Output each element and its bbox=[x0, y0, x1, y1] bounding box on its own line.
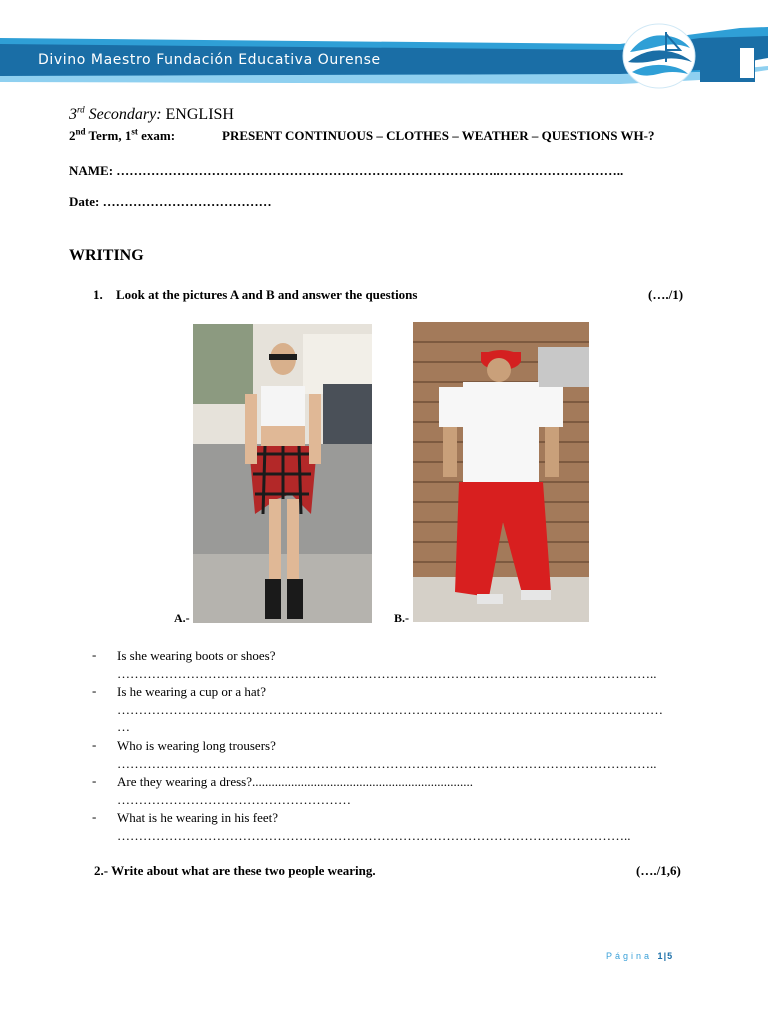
level-num: 3 bbox=[69, 106, 77, 123]
page-separator: | bbox=[663, 951, 668, 961]
school-name: Divino Maestro Fundación Educativa Ourense bbox=[38, 52, 381, 68]
name-dots: ……………………………………………………………………………..……………………….. bbox=[116, 163, 624, 178]
man-in-red-trousers-photo-icon bbox=[413, 322, 589, 622]
answer-line-3[interactable]: …………………………………………………………………………………………………………….. bbox=[117, 756, 657, 771]
question-dash: - bbox=[92, 773, 97, 788]
question-dash: - bbox=[92, 647, 97, 662]
date-field[interactable] bbox=[69, 194, 272, 210]
term-sup: nd bbox=[75, 126, 86, 137]
date-label: Date: bbox=[69, 194, 100, 209]
exercise1-number: 1. bbox=[93, 287, 103, 302]
answer-line-5[interactable]: ……………………………………………………………………………………………………….. bbox=[117, 828, 631, 843]
answer-line-1[interactable]: …………………………………………………………………………………………………………….. bbox=[117, 666, 657, 681]
question-5: What is he wearing in his feet? bbox=[117, 810, 278, 825]
question-dash: - bbox=[92, 809, 97, 824]
subject: ENGLISH bbox=[165, 106, 234, 123]
exercise2-instruction: 2.- Write about what are these two people wearing. bbox=[94, 863, 376, 878]
header-banner bbox=[0, 0, 768, 100]
question-4: Are they wearing a dress?.................................................................... bbox=[117, 774, 473, 789]
exercise2-score: (…./1,6) bbox=[636, 863, 681, 878]
page-total: 5 bbox=[667, 951, 674, 961]
name-label: NAME: bbox=[69, 163, 114, 178]
question-1: Is she wearing boots or shoes? bbox=[117, 648, 276, 663]
page-word: Página bbox=[606, 951, 653, 961]
section-heading: WRITING bbox=[69, 247, 144, 264]
page-title bbox=[69, 106, 234, 124]
picture-a-label: A.- bbox=[174, 611, 190, 625]
answer-line-4[interactable]: ……………………………………………… bbox=[117, 792, 351, 807]
level-sup: rd bbox=[77, 104, 85, 115]
answer-line-2-cont[interactable]: … bbox=[117, 719, 130, 734]
exercise1-instruction: Look at the pictures A and B and answer the questions bbox=[116, 287, 418, 302]
question-dash: - bbox=[92, 737, 97, 752]
question-dash: - bbox=[92, 683, 97, 698]
date-dots: ………………………………… bbox=[102, 194, 272, 209]
exam-sup: st bbox=[131, 126, 138, 137]
name-field[interactable] bbox=[69, 163, 623, 179]
question-2: Is he wearing a cup or a hat? bbox=[117, 684, 267, 699]
picture-b-label: B.- bbox=[394, 611, 409, 625]
answer-line-2[interactable]: ……………………………………………………………………………………………………………… bbox=[117, 702, 663, 717]
exam-topics: PRESENT CONTINUOUS – CLOTHES – WEATHER – QUESTIONS WH-? bbox=[222, 128, 655, 143]
term-line bbox=[69, 128, 175, 144]
level-text: Secondary: bbox=[88, 106, 162, 123]
question-3: Who is wearing long trousers? bbox=[117, 738, 276, 753]
exam-text: exam: bbox=[141, 128, 176, 143]
woman-in-crop-top-photo-icon bbox=[193, 324, 372, 623]
page-footer bbox=[606, 951, 673, 961]
ship-wave-logo-icon bbox=[620, 22, 698, 90]
exercise1-score: (…./1) bbox=[648, 287, 684, 302]
term-num: 2 bbox=[69, 128, 76, 143]
term-text: Term, 1 bbox=[88, 128, 132, 143]
page-number: 1 bbox=[657, 951, 664, 961]
